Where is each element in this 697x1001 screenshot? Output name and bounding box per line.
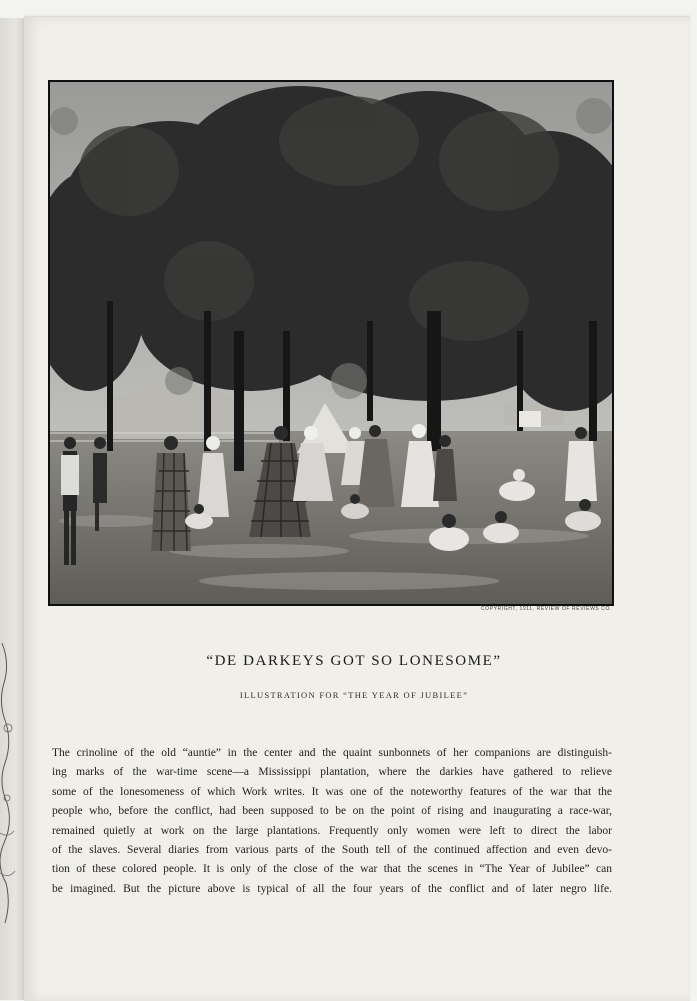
body-line: of the slaves. Several diaries from various parts of the South tell of the continued affection and even devo- — [52, 843, 612, 856]
body-line: people who, before the conflict, had been supposed to be on the point of rising and inaugurating a race-war, — [52, 805, 612, 818]
body-paragraph — [52, 744, 612, 899]
photo-image — [49, 81, 613, 605]
body-line: The crinoline of the old “auntie” in the center and the quaint sunbonnets of her companions are distinguish- — [52, 747, 612, 759]
photo-credit: COPYRIGHT, 1911, REVIEW OF REVIEWS CO. — [480, 606, 612, 612]
body-line: ing marks of the war-time scene—a Mississippi plantation, where the darkies have gathered to relieve — [52, 766, 612, 779]
caption-title: “DE DARKEYS GOT SO LONESOME” — [206, 653, 502, 669]
body-line: be imagined. But the picture above is typical of all the four years of the conflict and of later negro life. — [52, 882, 612, 895]
body-line: remained quietly at work on the large plantations. Frequently only women were left to direct the labor — [52, 824, 612, 837]
plantation-photograph — [48, 80, 614, 606]
left-page-edge — [0, 18, 27, 1000]
body-line: some of the lonesomeness of which Work writes. It was one of the noteworthy features of the war that the — [52, 785, 612, 798]
ornament-icon — [0, 633, 16, 933]
body-line: tion of these colored people. It is only of the close of the war that the scenes in “The Year of Jubilee” can — [52, 863, 612, 876]
caption-subtitle: ILLUSTRATION FOR “THE YEAR OF JUBILEE” — [239, 690, 469, 700]
